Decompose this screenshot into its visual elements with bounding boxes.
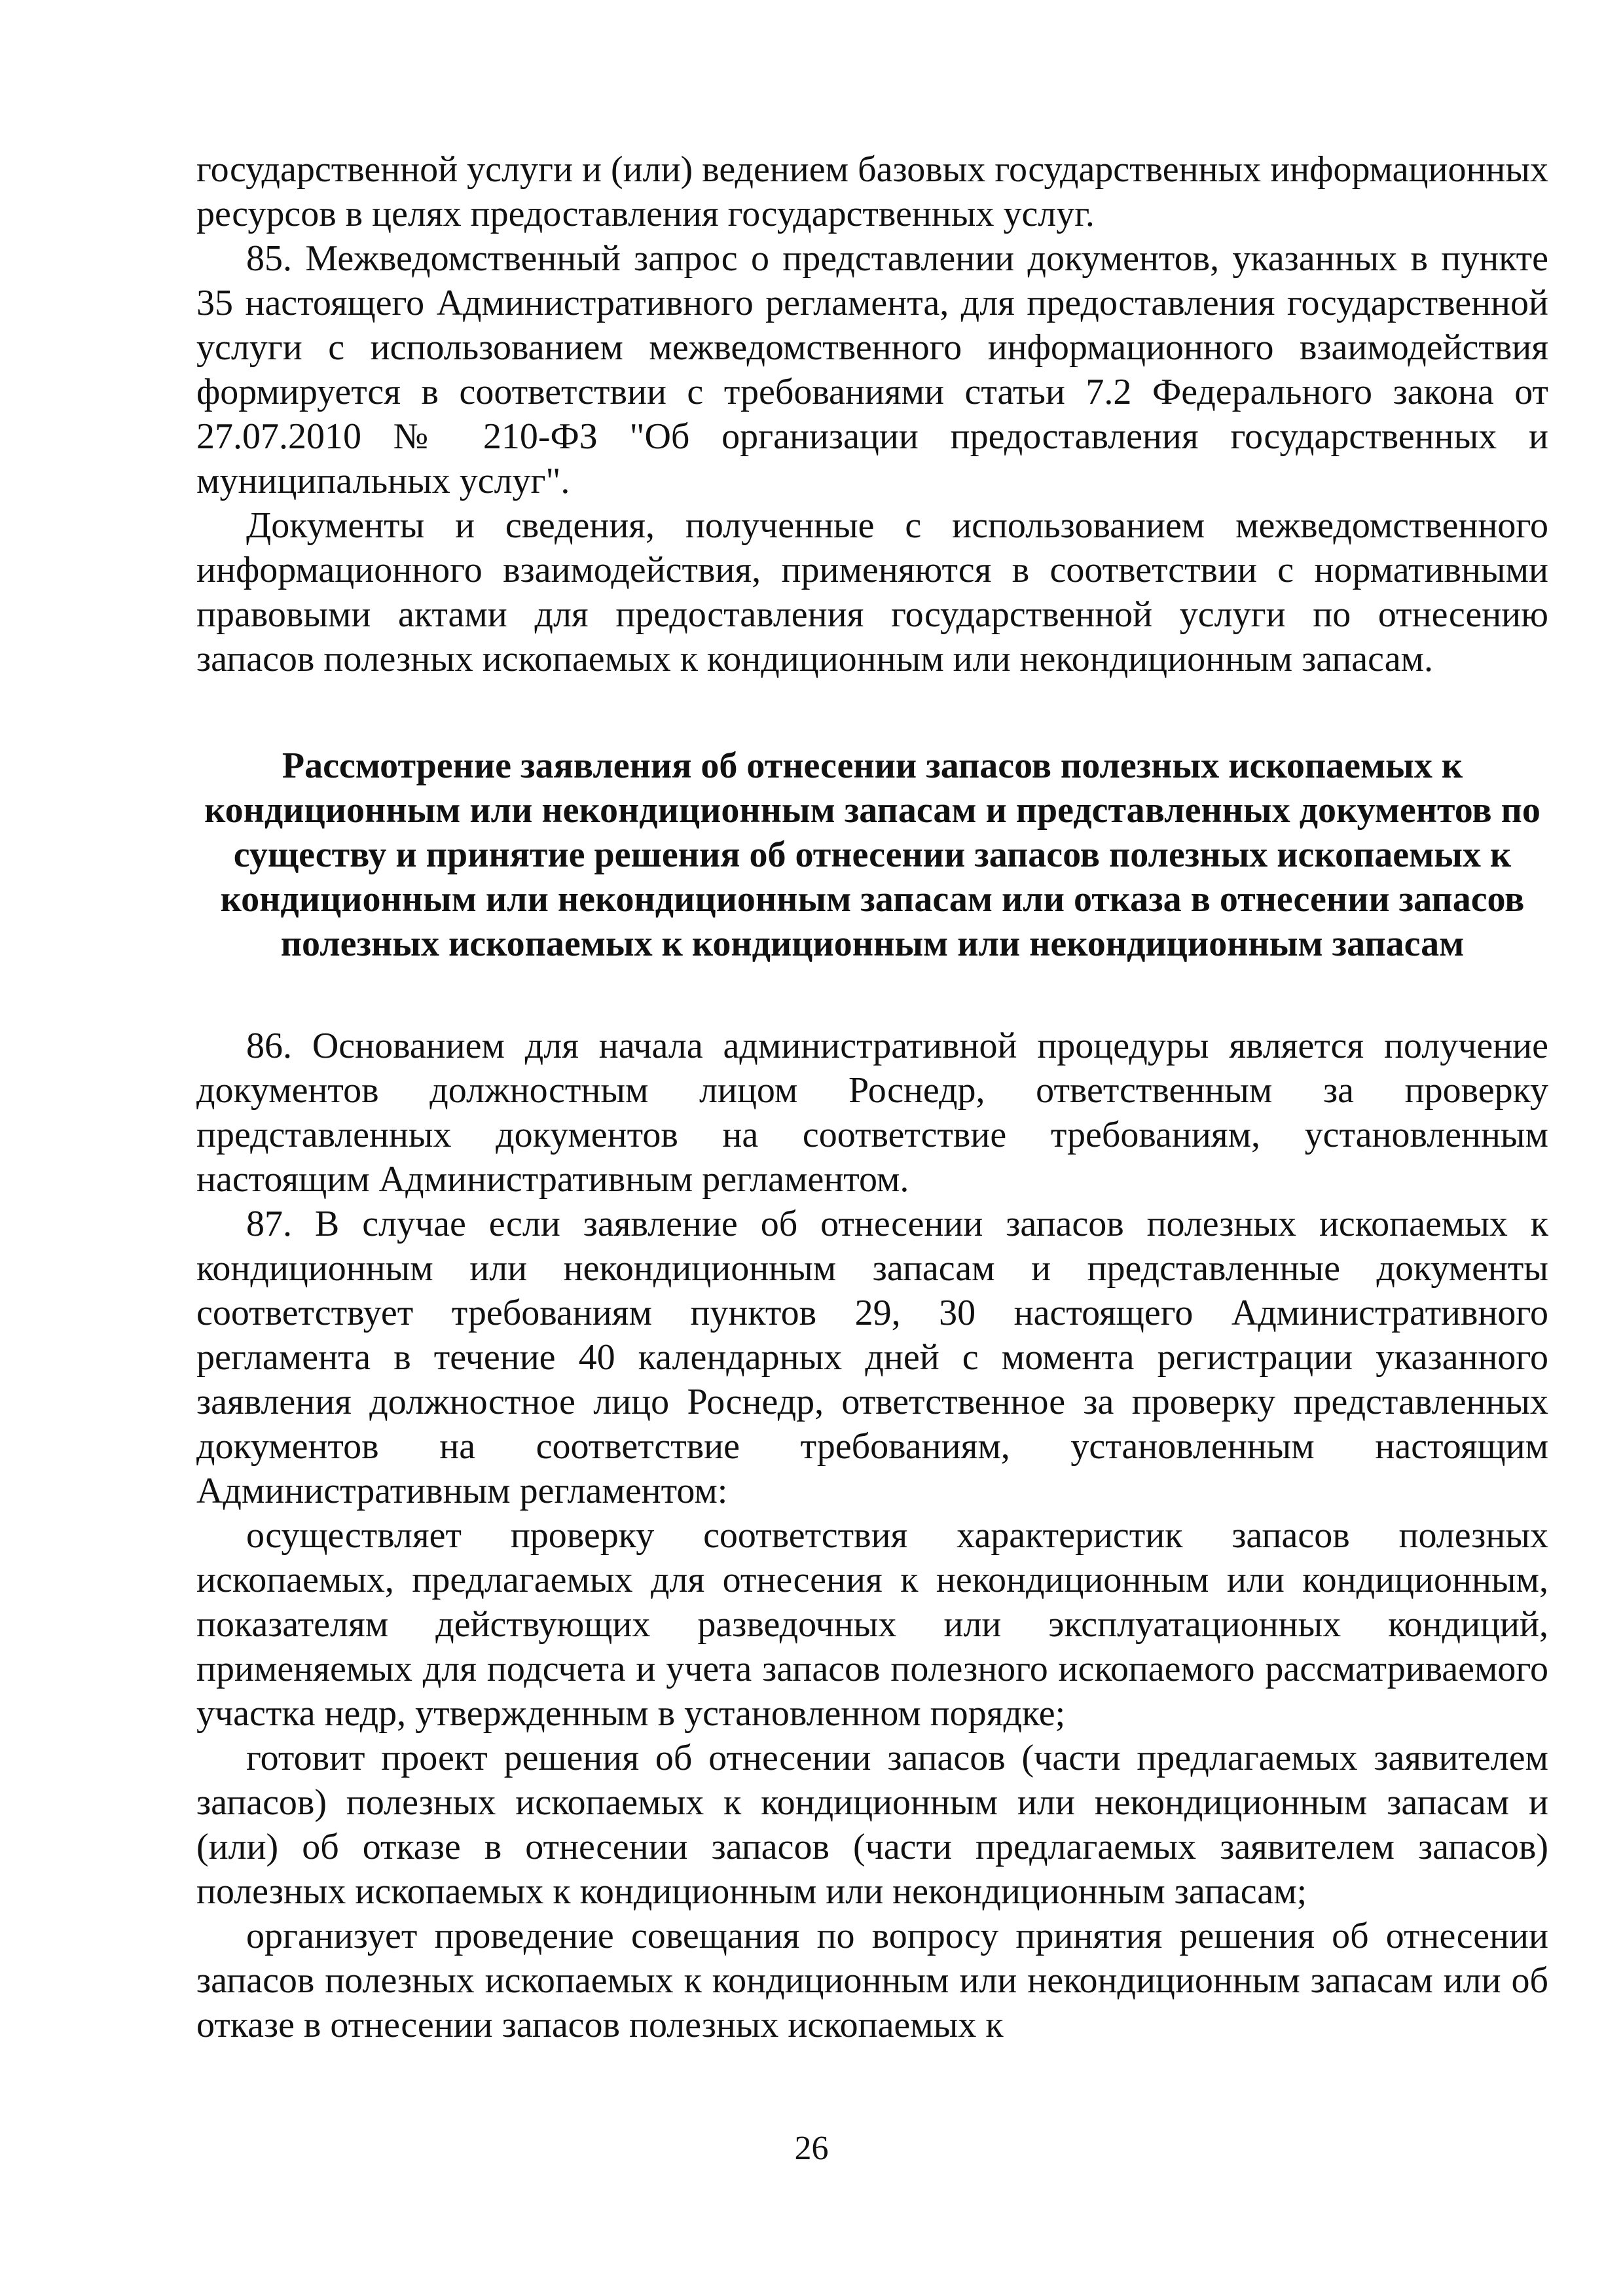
- list-item-verification: осуществляет проверку соответствия характеристик запасов полезных ископаемых, предлагаемых для отнесения к некондиционным или кондиционным, показателям действующих разведочных или эксплуатационных кондиций, применяемых для подсчета и учета запасов полезного ископаемого рассматриваемого участка недр, утвержденным в установленном порядке;: [196, 1515, 1548, 1734]
- paragraph-85: 85. Межведомственный запрос о представлении документов, указанных в пункте 35 настоящего Административного регламента, для предоставления государственной услуги с использованием межведомственного информационного взаимодействия формируется в соответствии с требованиями статьи 7.2 Федерального закона от 27.07.2010 № 210-ФЗ "Об организации предоставления государственных и муниципальных услуг".: [196, 238, 1548, 501]
- page-content: [196, 147, 1548, 2047]
- paragraph-86: 86. Основанием для начала административной процедуры является получение документов должностным лицом Роснедр, ответственным за проверку представленных документов на соответствие требованиям, установленным настоящим Административным регламентом.: [196, 1026, 1548, 1200]
- list-item-draft-decision: готовит проект решения об отнесении запасов (части предлагаемых заявителем запасов) полезных ископаемых к кондиционным или некондиционным запасам и (или) об отказе в отнесении запасов (части предлагаемых заявителем запасов) полезных ископаемых к кондиционным или некондиционным запасам;: [196, 1738, 1548, 1912]
- page-number: 26: [794, 2130, 829, 2167]
- paragraph-87: 87. В случае если заявление об отнесении запасов полезных ископаемых к кондиционным или некондиционным запасам и представленные документы соответствует требованиям пунктов 29, 30 настоящего Административного регламента в течение 40 календарных дней с момента регистрации указанного заявления должностное лицо Роснедр, ответственное за проверку представленных документов на соответствие требованиям, установленным настоящим Административным регламентом:: [196, 1204, 1548, 1511]
- list-item-meeting: организует проведение совещания по вопросу принятия решения об отнесении запасов полезных ископаемых к кондиционным или некондиционным запасам или об отказе в отнесении запасов полезных ископаемых к: [196, 1916, 1548, 2045]
- paragraph-documents-info: Документы и сведения, полученные с использованием межведомственного информационного взаимодействия, применяются в соответствии с нормативными правовыми актами для предоставления государственной услуги по отнесению запасов полезных ископаемых к кондиционным или некондиционным запасам.: [196, 505, 1548, 679]
- section-heading: Рассмотрение заявления об отнесении запасов полезных ископаемых к кондиционным или некондиционным запасам и представленных документов по существу и принятие решения об отнесении запасов полезных ископаемых к кондиционным или некондиционным запасам или отказа в отнесении запасов полезных ископаемых к кондиционным или некондиционным запасам: [204, 745, 1541, 964]
- paragraph-continuation: государственной услуги и (или) ведением базовых государственных информационных ресурсов в целях предоставления государственных услуг.: [196, 149, 1548, 234]
